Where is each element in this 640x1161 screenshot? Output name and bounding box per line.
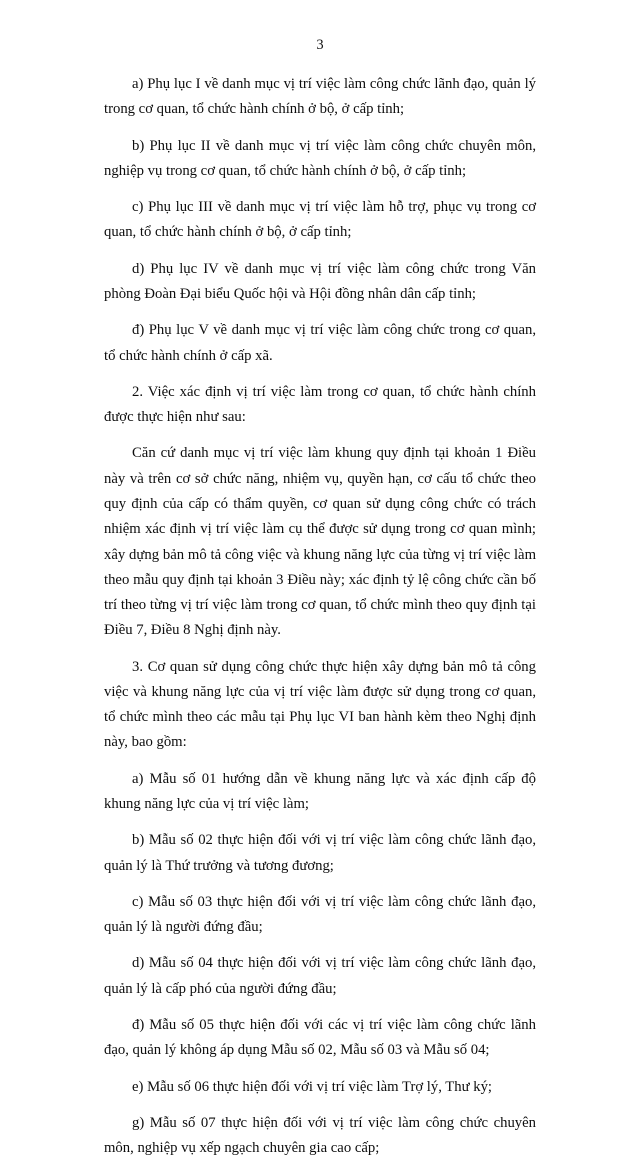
- paragraph: d) Phụ lục IV về danh mục vị trí việc làm công chức trong Văn phòng Đoàn Đại biểu Quốc hội và Hội đồng nhân dân cấp tỉnh;: [104, 260, 536, 302]
- paragraph: đ) Phụ lục V về danh mục vị trí việc làm công chức trong cơ quan, tổ chức hành chính ở cấp xã.: [104, 322, 536, 364]
- paragraph: a) Phụ lục I về danh mục vị trí việc làm công chức lãnh đạo, quản lý trong cơ quan, tổ chức hành chính ở bộ, ở cấp tỉnh;: [104, 76, 536, 118]
- paragraph: đ) Mẫu số 05 thực hiện đối với các vị trí việc làm công chức lãnh đạo, quản lý không áp dụng Mẫu số 02, Mẫu số 03 và Mẫu số 04;: [104, 1017, 536, 1059]
- page-number: 3: [316, 37, 324, 53]
- paragraph: d) Mẫu số 04 thực hiện đối với vị trí việc làm công chức lãnh đạo, quản lý là cấp phó của người đứng đầu;: [104, 955, 536, 997]
- paragraph: e) Mẫu số 06 thực hiện đối với vị trí việc làm Trợ lý, Thư ký;: [132, 1078, 492, 1095]
- paragraph: c) Phụ lục III về danh mục vị trí việc làm hỗ trợ, phục vụ trong cơ quan, tổ chức hành chính ở bộ, ở cấp tỉnh;: [104, 199, 536, 241]
- paragraph: a) Mẫu số 01 hướng dẫn về khung năng lực và xác định cấp độ khung năng lực của vị trí việc làm;: [104, 770, 536, 813]
- paragraph: b) Mẫu số 02 thực hiện đối với vị trí việc làm công chức lãnh đạo, quản lý là Thứ trưởng và tương đương;: [104, 832, 536, 874]
- paragraph: 2. Việc xác định vị trí việc làm trong cơ quan, tổ chức hành chính được thực hiện như sau:: [104, 383, 536, 426]
- paragraph: c) Mẫu số 03 thực hiện đối với vị trí việc làm công chức lãnh đạo, quản lý là người đứng đầu;: [104, 893, 536, 936]
- paragraph: g) Mẫu số 07 thực hiện đối với vị trí việc làm công chức chuyên môn, nghiệp vụ xếp ngạch chuyên gia cao cấp;: [104, 1114, 536, 1157]
- paragraph: Căn cứ danh mục vị trí việc làm khung quy định tại khoản 1 Điều này và trên cơ sở chức năng, nhiệm vụ, quyền hạn, cơ cấu tổ chức theo quy định của cấp có thẩm quyền, cơ quan sử dụng công chức có trách nhiệm xác định vị trí việc làm cụ thể được sử dụng trong cơ quan mình; xây dựng bản mô tả công việc và khung năng lực của từng vị trí việc làm theo mẫu quy định tại khoản 3 Điều này; xác định tỷ lệ công chức cần bố trí theo từng vị trí việc làm trong cơ quan, tổ chức mình theo quy định tại Điều 7, Điều 8 Nghị định này.: [104, 445, 536, 639]
- paragraph: 3. Cơ quan sử dụng công chức thực hiện xây dựng bản mô tả công việc và khung năng lực của vị trí việc làm được sử dụng trong cơ quan, tổ chức mình theo các mẫu tại Phụ lục VI ban hành kèm theo Nghị định này, bao gồm:: [104, 658, 536, 751]
- document-body: [104, 72, 536, 1161]
- paragraph: b) Phụ lục II về danh mục vị trí việc làm công chức chuyên môn, nghiệp vụ trong cơ quan, tổ chức hành chính ở bộ, ở cấp tỉnh;: [104, 137, 536, 179]
